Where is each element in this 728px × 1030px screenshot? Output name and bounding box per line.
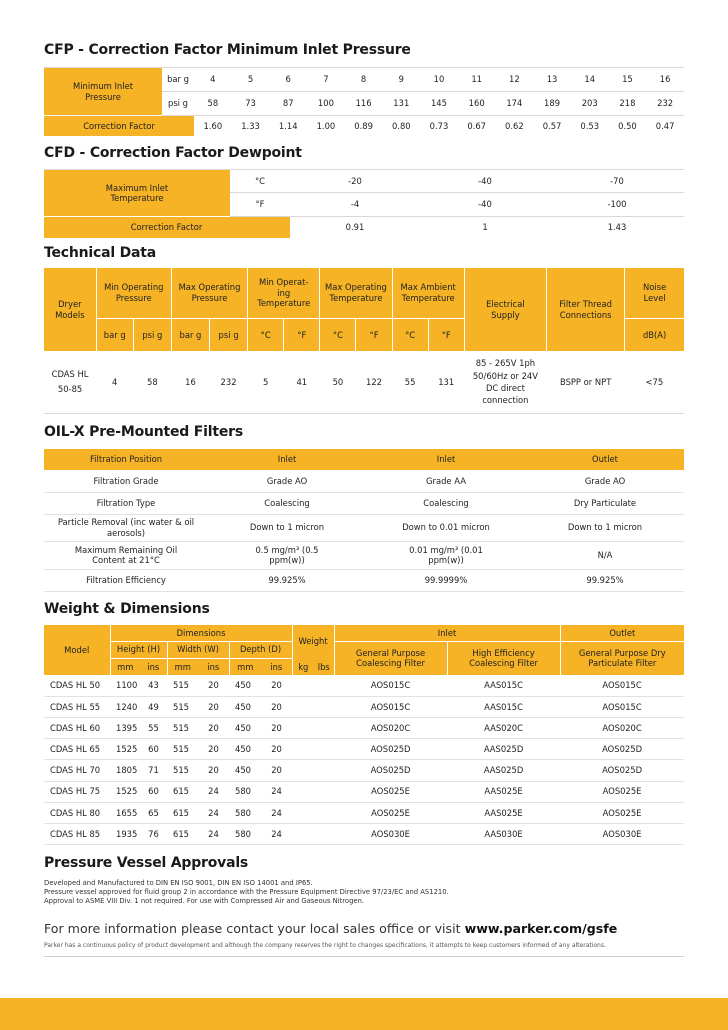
oilx-cell: 99.925% xyxy=(208,569,366,591)
cfp-psi-cell: 203 xyxy=(571,92,609,116)
weights-cell-kg xyxy=(292,760,314,781)
weights-cell-he: AAS025D xyxy=(447,739,560,760)
cfd-f-cell: -100 xyxy=(550,193,684,217)
tech-value-cell: 55 xyxy=(404,376,416,387)
weights-cell-lbs xyxy=(314,760,334,781)
oilx-cell: Down to 0.01 micron xyxy=(366,514,526,541)
weights-cell-gpd: AOS025D xyxy=(560,739,684,760)
oilx-col-header: Inlet xyxy=(366,449,526,470)
tech-electrical-cell: 85 - 265V 1ph 50/60Hz or 24V DC direct connection xyxy=(472,358,538,405)
tech-value-cell: 5 xyxy=(262,376,269,387)
weights-cell-gp: AOS025D xyxy=(334,739,447,760)
weights-cell-kg xyxy=(292,739,314,760)
weights-cell-h-mm: 1240 xyxy=(110,696,140,717)
cfp-factor-cell: 0.80 xyxy=(391,120,411,131)
cfp-psi-cell: 131 xyxy=(382,92,420,116)
weights-header-gpd: General Purpose Dry Particulate Filter xyxy=(560,641,684,675)
weights-row xyxy=(44,802,684,823)
cfp-psi-cell: 145 xyxy=(420,92,458,116)
weights-cell-d-in: 20 xyxy=(261,760,292,781)
weights-cell-kg xyxy=(292,718,314,739)
tech-unit: bar g xyxy=(96,318,133,351)
cfd-table xyxy=(44,169,684,238)
weights-cell-model: CDAS HL 75 xyxy=(44,781,110,802)
tech-unit: °F xyxy=(284,318,320,351)
cfd-f-cell: -40 xyxy=(420,193,550,217)
cfp-bar-cell: 11 xyxy=(458,68,496,92)
weights-cell-h-in: 65 xyxy=(140,802,167,823)
weights-cell-lbs xyxy=(314,802,334,823)
cfp-psi-cell: 116 xyxy=(345,92,383,116)
oilx-cell: Grade AO xyxy=(526,470,684,492)
oilx-cell: 0.5 mg/m³ (0.5 ppm(w)) xyxy=(208,541,366,569)
weights-unit: lbs xyxy=(314,658,334,675)
weights-cell-kg xyxy=(292,802,314,823)
weights-cell-h-in: 43 xyxy=(140,675,167,696)
contact-line xyxy=(44,921,617,936)
weights-row xyxy=(44,781,684,802)
cfp-bar-cell: 6 xyxy=(269,68,307,92)
weights-cell-gp: AOS015C xyxy=(334,675,447,696)
tech-header-electrical: Electrical Supply xyxy=(464,268,546,351)
weights-cell-w-in: 24 xyxy=(198,781,229,802)
tech-unit: °F xyxy=(356,318,392,351)
tech-unit: psi g xyxy=(133,318,171,351)
oilx-row-label: Filtration Grade xyxy=(44,470,208,492)
cfp-unit-psi: psi g xyxy=(162,92,194,116)
oilx-cell: Down to 1 micron xyxy=(208,514,366,541)
weights-cell-kg xyxy=(292,696,314,717)
weights-cell-he: AAS025D xyxy=(447,760,560,781)
oilx-cell: N/A xyxy=(526,541,684,569)
cfp-row-label: Minimum Inlet Pressure xyxy=(44,68,162,116)
tech-header-noise: Noise Level xyxy=(625,268,684,318)
oilx-col-header: Filtration Position xyxy=(44,449,208,470)
tech-header-max-temp: Max Operating Temperature xyxy=(320,268,392,318)
cfp-factor-cell: 1.14 xyxy=(278,120,298,131)
approvals-line: Approval to ASME VIII Div. 1 not required. For use with Compressed Air and Gaseous Nitrogen. xyxy=(44,897,365,905)
tech-unit: psi g xyxy=(210,318,248,351)
cfp-bar-cell: 16 xyxy=(646,68,684,92)
cfp-psi-cell: 58 xyxy=(194,92,232,116)
weights-header-inlet: Inlet xyxy=(334,625,560,641)
bottom-accent-bar xyxy=(0,998,728,1030)
approvals-line: Developed and Manufactured to DIN EN ISO 9001, DIN EN ISO 14001 and IP65. xyxy=(44,879,313,887)
weights-cell-gp: AOS015C xyxy=(334,696,447,717)
weights-unit: ins xyxy=(198,658,229,675)
weights-cell-w-mm: 515 xyxy=(167,675,198,696)
weights-cell-lbs xyxy=(314,696,334,717)
cfp-bar-cell: 8 xyxy=(345,68,383,92)
weights-row xyxy=(44,760,684,781)
weights-cell-he: AAS025E xyxy=(447,802,560,823)
weights-cell-w-in: 20 xyxy=(198,718,229,739)
cfp-bar-cell: 12 xyxy=(496,68,534,92)
tech-model-cell: CDAS HL 50-85 xyxy=(51,369,89,394)
weights-header-weight: Weight xyxy=(292,625,334,658)
tech-header-max-op: Max Operating Pressure xyxy=(171,268,247,318)
cfp-bar-cell: 4 xyxy=(194,68,232,92)
weights-unit: kg xyxy=(292,658,314,675)
tech-title: Technical Data xyxy=(44,245,157,261)
weights-cell-w-mm: 615 xyxy=(167,802,198,823)
oilx-cell: 99.925% xyxy=(526,569,684,591)
oilx-cell: Grade AO xyxy=(208,470,366,492)
weights-header-width: Width (W) xyxy=(167,641,229,658)
weights-cell-model: CDAS HL 65 xyxy=(44,739,110,760)
oilx-row-label: Particle Removal (inc water & oil aerosols) xyxy=(44,514,208,541)
weights-cell-d-in: 20 xyxy=(261,675,292,696)
cfp-factor-cell: 0.47 xyxy=(655,120,675,131)
oilx-title: OIL-X Pre-Mounted Filters xyxy=(44,424,243,440)
weights-unit: ins xyxy=(140,658,167,675)
cfd-f-cell: -4 xyxy=(290,193,420,217)
cfp-factor-cell: 0.89 xyxy=(354,120,373,131)
tech-unit: bar g xyxy=(171,318,209,351)
weights-cell-gpd: AOS025E xyxy=(560,781,684,802)
cfp-bar-cell: 7 xyxy=(307,68,345,92)
weights-cell-h-mm: 1935 xyxy=(110,823,140,844)
cfd-row-label: Maximum Inlet Temperature xyxy=(44,170,230,217)
cfd-title: CFD - Correction Factor Dewpoint xyxy=(44,145,302,161)
oilx-row-label: Maximum Remaining Oil Content at 21°C xyxy=(44,541,208,569)
tech-unit: °C xyxy=(392,318,428,351)
cfp-factor-cell: 0.67 xyxy=(467,120,486,131)
weights-cell-d-in: 24 xyxy=(261,802,292,823)
weights-cell-model: CDAS HL 70 xyxy=(44,760,110,781)
tech-header-models: Dryer Models xyxy=(44,268,96,351)
weights-cell-lbs xyxy=(314,823,334,844)
weights-title: Weight & Dimensions xyxy=(44,601,210,617)
cfp-psi-cell: 100 xyxy=(307,92,345,116)
weights-cell-h-mm: 1525 xyxy=(110,781,140,802)
weights-unit: mm xyxy=(229,658,261,675)
approvals-line: Pressure vessel approved for fluid group 2 in accordance with the Pressure Equipment Directive 97/23/EC and AS1210. xyxy=(44,888,449,896)
cfp-factor-cell: 0.50 xyxy=(618,120,637,131)
oilx-row-label: Filtration Type xyxy=(44,492,208,514)
weights-cell-kg xyxy=(292,675,314,696)
weights-header-depth: Depth (D) xyxy=(229,641,292,658)
oilx-cell: Coalescing xyxy=(208,492,366,514)
weights-cell-h-in: 60 xyxy=(140,739,167,760)
weights-cell-d-mm: 580 xyxy=(229,802,261,823)
tech-unit: °C xyxy=(320,318,356,351)
cfp-psi-cell: 218 xyxy=(609,92,647,116)
weights-cell-gpd: AOS025D xyxy=(560,760,684,781)
weights-unit: mm xyxy=(110,658,140,675)
weights-cell-lbs xyxy=(314,781,334,802)
weights-cell-d-mm: 580 xyxy=(229,823,261,844)
weights-cell-gpd: AOS020C xyxy=(560,718,684,739)
cfp-unit-bar: bar g xyxy=(162,68,194,92)
tech-value-cell: 16 xyxy=(185,376,196,387)
oilx-cell: Grade AA xyxy=(366,470,526,492)
cfp-bar-cell: 9 xyxy=(382,68,420,92)
tech-noise-cell: <75 xyxy=(645,376,664,387)
cfp-psi-cell: 160 xyxy=(458,92,496,116)
weights-row xyxy=(44,823,684,844)
weights-cell-d-in: 20 xyxy=(261,739,292,760)
weights-cell-w-in: 20 xyxy=(198,760,229,781)
oilx-table xyxy=(44,449,684,592)
weights-cell-h-in: 49 xyxy=(140,696,167,717)
cfp-bar-cell: 10 xyxy=(420,68,458,92)
weights-cell-d-mm: 450 xyxy=(229,760,261,781)
cfd-factor-cell: 1 xyxy=(482,222,488,232)
cfp-factor-cell: 1.33 xyxy=(241,120,260,131)
cfp-factor-cell: 1.00 xyxy=(316,120,336,131)
cfd-c-cell: -40 xyxy=(420,170,550,193)
weights-cell-model: CDAS HL 55 xyxy=(44,696,110,717)
tech-noise-unit: dB(A) xyxy=(625,318,684,351)
tech-value-cell: 41 xyxy=(296,376,308,387)
weights-header-dimensions: Dimensions xyxy=(110,625,292,641)
tech-value-cell: 232 xyxy=(220,376,237,387)
weights-header-model: Model xyxy=(44,625,110,675)
weights-cell-he: AAS025E xyxy=(447,781,560,802)
cfp-factor-cell: 0.53 xyxy=(580,120,600,131)
weights-cell-h-mm: 1655 xyxy=(110,802,140,823)
oilx-row-label: Filtration Efficiency xyxy=(44,569,208,591)
approvals-title: Pressure Vessel Approvals xyxy=(44,855,249,871)
weights-header-he: High Efficiency Coalescing Filter xyxy=(447,641,560,675)
contact-link[interactable]: www.parker.com/gsfe xyxy=(464,921,618,936)
cfp-factor-cell: 0.57 xyxy=(542,120,562,131)
cfp-factor-cell: 1.60 xyxy=(203,120,223,131)
disclaimer: Parker has a continuous policy of product development and although the company reserves the right to changes specifications, it attempts to keep customers informed of any alterations. xyxy=(44,942,606,949)
weights-unit: ins xyxy=(261,658,292,675)
cfp-bar-cell: 14 xyxy=(571,68,609,92)
oilx-cell: Down to 1 micron xyxy=(526,514,684,541)
weights-cell-gp: AOS025E xyxy=(334,802,447,823)
cfp-title: CFP - Correction Factor Minimum Inlet Pressure xyxy=(44,42,411,58)
oilx-cell: Coalescing xyxy=(366,492,526,514)
weights-cell-d-mm: 450 xyxy=(229,739,261,760)
cfp-psi-cell: 232 xyxy=(646,92,684,116)
weights-cell-he: AAS015C xyxy=(447,696,560,717)
weights-cell-w-mm: 515 xyxy=(167,696,198,717)
cfp-factor-cell: 0.73 xyxy=(429,120,449,131)
cfp-psi-cell: 174 xyxy=(496,92,534,116)
tech-header-min-temp: Min Operat-ing Temperature xyxy=(248,268,320,318)
cfd-unit-f: °F xyxy=(230,193,290,217)
cfp-psi-cell: 87 xyxy=(269,92,307,116)
cfp-factor-label: Correction Factor xyxy=(44,116,194,136)
weights-row xyxy=(44,696,684,717)
weights-cell-gpd: AOS015C xyxy=(560,696,684,717)
weights-cell-d-in: 24 xyxy=(261,781,292,802)
weights-cell-h-in: 55 xyxy=(140,718,167,739)
weights-row xyxy=(44,675,684,696)
weights-row xyxy=(44,739,684,760)
weights-cell-h-mm: 1805 xyxy=(110,760,140,781)
weights-cell-kg xyxy=(292,781,314,802)
cfp-bar-cell: 13 xyxy=(533,68,571,92)
weights-cell-gp: AOS025E xyxy=(334,781,447,802)
tech-header-min-op: Min Operating Pressure xyxy=(96,268,171,318)
weights-header-gp: General Purpose Coalescing Filter xyxy=(334,641,447,675)
weights-cell-he: AAS030E xyxy=(447,823,560,844)
weights-cell-h-mm: 1100 xyxy=(110,675,140,696)
tech-header-ambient: Max Ambient Temperature xyxy=(392,268,464,318)
weights-cell-w-mm: 615 xyxy=(167,823,198,844)
oilx-col-header: Inlet xyxy=(208,449,366,470)
tech-unit: °F xyxy=(428,318,464,351)
weights-cell-w-mm: 515 xyxy=(167,718,198,739)
tech-table xyxy=(44,268,684,414)
weights-cell-gpd: AOS015C xyxy=(560,675,684,696)
weights-cell-model: CDAS HL 50 xyxy=(44,675,110,696)
weights-cell-d-in: 20 xyxy=(261,696,292,717)
weights-cell-d-mm: 450 xyxy=(229,675,261,696)
cfd-c-cell: -20 xyxy=(290,170,420,193)
cfd-unit-c: °C xyxy=(230,170,290,193)
weights-cell-h-in: 71 xyxy=(140,760,167,781)
weights-cell-gp: AOS030E xyxy=(334,823,447,844)
weights-cell-lbs xyxy=(314,675,334,696)
weights-cell-d-mm: 450 xyxy=(229,696,261,717)
weights-cell-gp: AOS020C xyxy=(334,718,447,739)
tech-value-cell: 4 xyxy=(112,376,118,387)
oilx-col-header: Outlet xyxy=(526,449,684,470)
cfp-bar-cell: 15 xyxy=(609,68,647,92)
tech-value-cell: 122 xyxy=(366,376,382,387)
weights-unit: mm xyxy=(167,658,198,675)
tech-value-cell: 50 xyxy=(332,376,344,387)
weights-cell-model: CDAS HL 85 xyxy=(44,823,110,844)
weights-cell-w-in: 20 xyxy=(198,696,229,717)
weights-cell-d-in: 20 xyxy=(261,718,292,739)
cfp-factor-cell: 0.62 xyxy=(505,120,524,131)
weights-cell-h-mm: 1395 xyxy=(110,718,140,739)
weights-header-outlet: Outlet xyxy=(560,625,684,641)
cfp-psi-cell: 189 xyxy=(533,92,571,116)
cfd-factor-cell: 1.43 xyxy=(607,222,627,232)
weights-cell-w-in: 24 xyxy=(198,823,229,844)
weights-cell-lbs xyxy=(314,718,334,739)
weights-cell-w-in: 20 xyxy=(198,739,229,760)
weights-cell-gp: AOS025D xyxy=(334,760,447,781)
weights-cell-w-mm: 615 xyxy=(167,781,198,802)
weights-cell-gpd: AOS030E xyxy=(560,823,684,844)
weights-header-height: Height (H) xyxy=(110,641,167,658)
contact-text: For more information please contact your local sales office or visit xyxy=(44,921,465,936)
weights-cell-w-in: 24 xyxy=(198,802,229,823)
cfd-factor-cell: 0.91 xyxy=(345,222,365,232)
tech-filter-cell: BSPP or NPT xyxy=(559,376,612,387)
weights-row xyxy=(44,718,684,739)
oilx-cell: 99.9999% xyxy=(366,569,526,591)
cfp-bar-cell: 5 xyxy=(232,68,270,92)
weights-cell-w-mm: 515 xyxy=(167,760,198,781)
cfp-table xyxy=(44,67,684,136)
weights-cell-h-in: 60 xyxy=(140,781,167,802)
weights-cell-gpd: AOS025E xyxy=(560,802,684,823)
cfd-c-cell: -70 xyxy=(550,170,684,193)
weights-cell-model: CDAS HL 60 xyxy=(44,718,110,739)
weights-cell-lbs xyxy=(314,739,334,760)
weights-cell-d-mm: 580 xyxy=(229,781,261,802)
weights-cell-w-mm: 515 xyxy=(167,739,198,760)
tech-header-filter: Filter Thread Connections xyxy=(547,268,625,351)
weights-cell-he: AAS020C xyxy=(447,718,560,739)
weights-table xyxy=(44,625,684,845)
weights-cell-kg xyxy=(292,823,314,844)
weights-cell-w-in: 20 xyxy=(198,675,229,696)
tech-value-cell: 58 xyxy=(146,376,158,387)
weights-cell-he: AAS015C xyxy=(447,675,560,696)
footer-divider xyxy=(44,956,684,957)
weights-cell-model: CDAS HL 80 xyxy=(44,802,110,823)
oilx-cell: 0.01 mg/m³ (0.01 ppm(w)) xyxy=(366,541,526,569)
tech-value-cell: 131 xyxy=(438,376,455,387)
tech-unit: °C xyxy=(248,318,284,351)
cfd-factor-label: Correction Factor xyxy=(44,217,290,238)
weights-cell-d-mm: 450 xyxy=(229,718,261,739)
weights-cell-h-mm: 1525 xyxy=(110,739,140,760)
cfp-psi-cell: 73 xyxy=(232,92,270,116)
oilx-cell: Dry Particulate xyxy=(526,492,684,514)
weights-cell-d-in: 24 xyxy=(261,823,292,844)
weights-cell-h-in: 76 xyxy=(140,823,167,844)
